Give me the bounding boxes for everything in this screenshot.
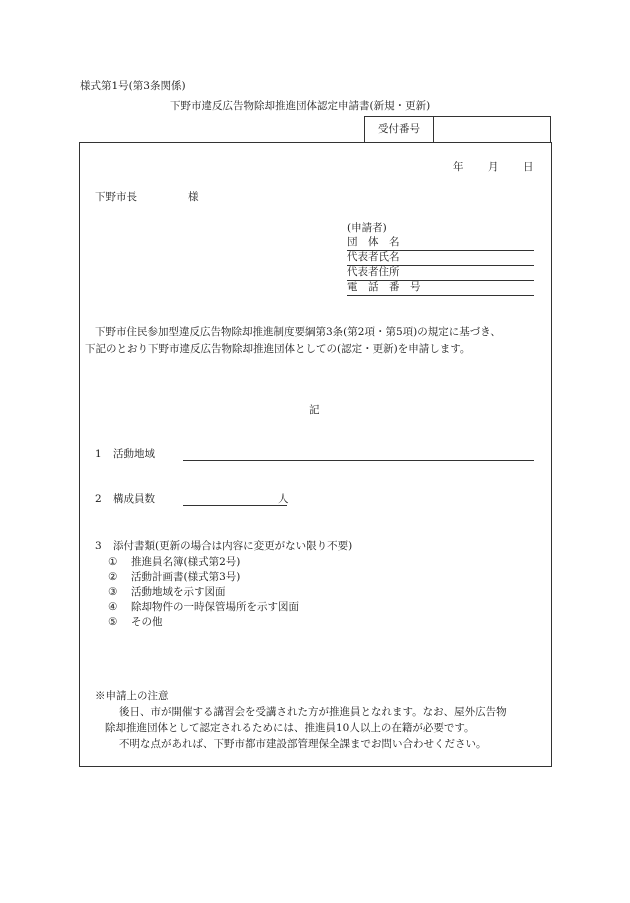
note-line-3: 不明な点があれば、下野市都市建設部管理保全課までお問い合わせください。: [119, 738, 487, 750]
member-count-unit: 人: [278, 493, 289, 505]
date-day[interactable]: 日: [523, 161, 534, 173]
section-1-label: 活動地域: [113, 448, 155, 460]
section-1-number: 1: [95, 448, 102, 460]
attachment-mark: ②: [108, 571, 118, 583]
note-line-1: 後日、市が開催する講習会を受講された方が推進員となれます。なお、屋外広告物: [119, 706, 507, 718]
ki-heading: 記: [309, 404, 320, 416]
body-text-line-1: 下野市住民参加型違反広告物除却推進制度要綱第3条(第2項・第5項)の規定に基づき、: [95, 326, 501, 338]
receipt-number-label: 受付番号: [365, 117, 434, 143]
notes-heading: ※申請上の注意: [95, 690, 169, 702]
attachment-item: その他: [131, 616, 163, 628]
applicant-heading: (申請者): [347, 222, 387, 234]
receipt-number-box: [364, 116, 551, 143]
attachment-mark: ④: [108, 601, 118, 613]
member-count-field[interactable]: [183, 505, 287, 506]
date-month[interactable]: 月: [488, 161, 499, 173]
representative-name-label: 代表者氏名: [347, 251, 400, 263]
activity-area-field[interactable]: [183, 460, 534, 461]
body-text-line-2: 下記のとおり下野市違反広告物除却推進団体としての(認定・更新)を申請します。: [85, 343, 471, 355]
representative-address-field[interactable]: [347, 266, 534, 281]
organization-name-label: 団 体 名: [347, 236, 400, 248]
addressee-honorific: 様: [188, 191, 199, 203]
attachment-item: 活動地域を示す図面: [131, 586, 226, 598]
attachment-item: 推進員名簿(様式第2号): [131, 556, 241, 568]
section-2-number: 2: [95, 493, 102, 505]
date-year[interactable]: 年: [453, 161, 464, 173]
section-3-label: 添付書類(更新の場合は内容に変更がない限り不要): [113, 540, 353, 552]
section-3-number: 3: [95, 540, 102, 552]
attachment-mark: ③: [108, 586, 118, 598]
addressee-name: 下野市長: [95, 191, 137, 203]
attachment-mark: ⑤: [108, 616, 118, 628]
note-line-2: 除却推進団体として認定されるためには、推進員10人以上の在籍が必要です。: [105, 722, 475, 734]
attachment-item: 活動計画書(様式第3号): [131, 571, 241, 583]
section-2-label: 構成員数: [113, 493, 155, 505]
receipt-number-field[interactable]: [434, 117, 550, 143]
representative-address-label: 代表者住所: [347, 266, 400, 278]
phone-number-field[interactable]: [347, 281, 534, 296]
representative-name-field[interactable]: [347, 251, 534, 266]
attachment-item: 除却物件の一時保管場所を示す図面: [131, 601, 299, 613]
form-title: 下野市違反広告物除却推進団体認定申請書(新規・更新): [170, 100, 431, 112]
form-number: 様式第1号(第3条関係): [80, 80, 186, 92]
organization-name-field[interactable]: [347, 236, 534, 251]
phone-number-label: 電 話 番 号: [347, 281, 421, 293]
attachment-mark: ①: [108, 556, 118, 568]
